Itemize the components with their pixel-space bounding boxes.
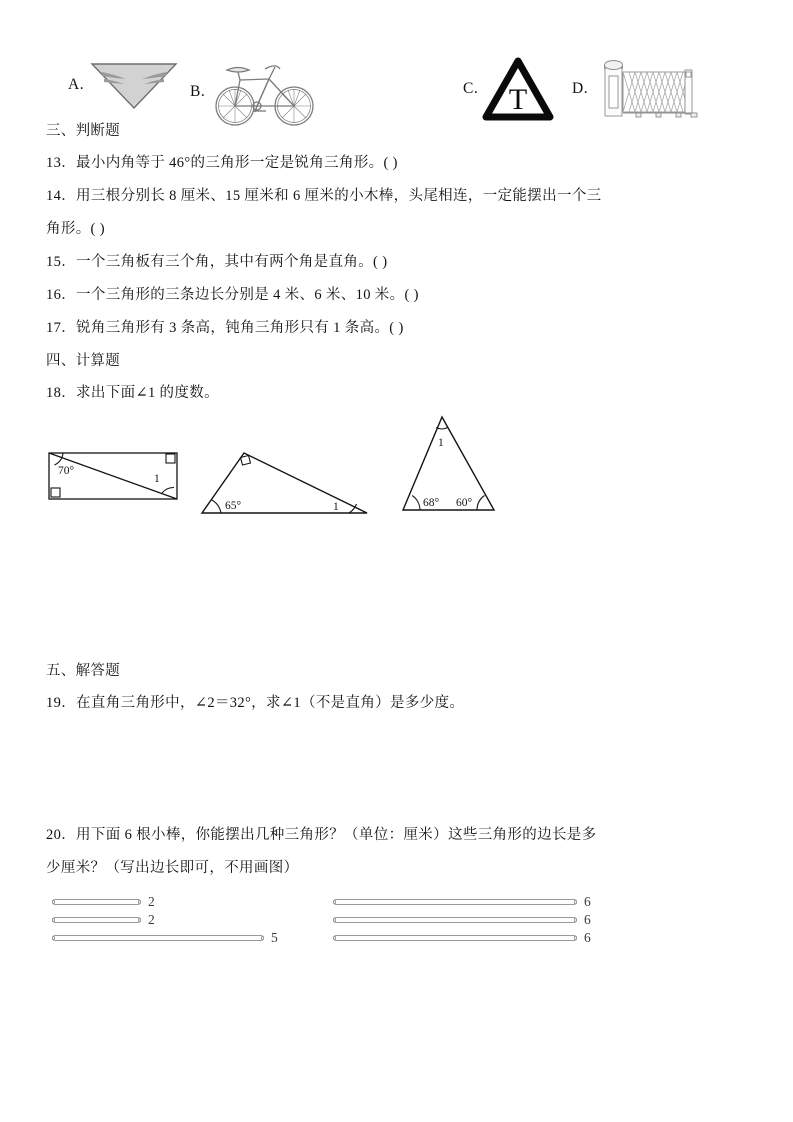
question-20-line-1: 20．用下面 6 根小棒，你能摆出几种三角形？（单位：厘米）这些三角形的边长是多 [46,827,597,843]
question-18-figure-row [0,404,793,524]
figure-right-triangle [197,426,375,523]
angle-label-1: 1 [333,501,339,513]
stick-group-right [333,893,591,947]
stick-bar [52,899,141,905]
stick-length-label: 5 [271,930,278,946]
sign-letter-t: T [509,83,528,116]
multiple-choice-options-row [0,34,793,116]
option-d-label: D. [572,80,589,97]
question-13: 13．最小内角等于 46°的三角形一定是锐角三角形。( ) [46,155,398,171]
angle-label-70: 70° [58,465,75,477]
stick-row [52,893,278,911]
figure-rectangle-with-diagonal [48,452,180,507]
angle-label-60: 60° [456,497,473,509]
stick-bar [333,935,577,941]
option-a-label: A. [68,76,85,93]
stick-row [333,929,591,947]
question-14-line-2: 角形。( ) [46,221,105,237]
stick-row [52,911,278,929]
stick-row [333,911,591,929]
question-17: 17．锐角三角形有 3 条高，钝角三角形只有 1 条高。( ) [46,320,404,336]
stick-group-left [52,893,278,947]
stick-bar [333,899,577,905]
angle-label-1: 1 [154,473,160,485]
question-16: 16．一个三角形的三条边长分别是 4 米、6 米、10 米。( ) [46,287,419,303]
figure-acute-triangle [398,412,506,523]
stick-length-label: 2 [148,912,155,928]
option-c[interactable] [463,56,554,122]
option-d[interactable] [572,56,704,122]
section-heading-3: 三、判断题 [46,123,120,139]
stick-length-label: 6 [584,894,591,910]
question-18: 18．求出下面∠1 的度数。 [46,385,219,401]
inverted-gray-triangle-scarf-icon [88,60,180,110]
question-19: 19．在直角三角形中，∠2＝32°，求∠1（不是直角）是多少度。 [46,695,465,711]
option-a[interactable] [68,60,180,110]
stick-bar [52,935,264,941]
question-15: 15．一个三角板有三个角，其中有两个角是直角。( ) [46,254,388,270]
option-c-label: C. [463,80,479,97]
section-heading-5: 五、解答题 [46,663,120,679]
worksheet-body-section5 [46,656,752,721]
accordion-scissor-gate-icon [592,56,704,122]
section-heading-4: 四、计算题 [46,353,120,369]
stick-row [333,893,591,911]
question-20-line-2: 少厘米？（写出边长即可，不用画图） [46,860,299,876]
angle-label-68: 68° [423,497,440,509]
question-20-sticks-area [0,893,793,957]
worksheet-body [46,116,752,411]
question-14-line-1: 14．用三根分别长 8 厘米、15 厘米和 6 厘米的小木棒，头尾相连，一定能摆出一个三 [46,188,602,204]
stick-bar [52,917,141,923]
stick-bar [333,917,577,923]
stick-length-label: 2 [148,894,155,910]
stick-row [52,929,278,947]
angle-label-1: 1 [438,437,444,449]
angle-label-65: 65° [225,500,242,512]
worksheet-body-question20 [46,820,752,886]
stick-length-label: 6 [584,912,591,928]
option-b-label: B. [190,83,206,100]
warning-triangle-sign-t-icon [482,56,554,122]
stick-length-label: 6 [584,930,591,946]
